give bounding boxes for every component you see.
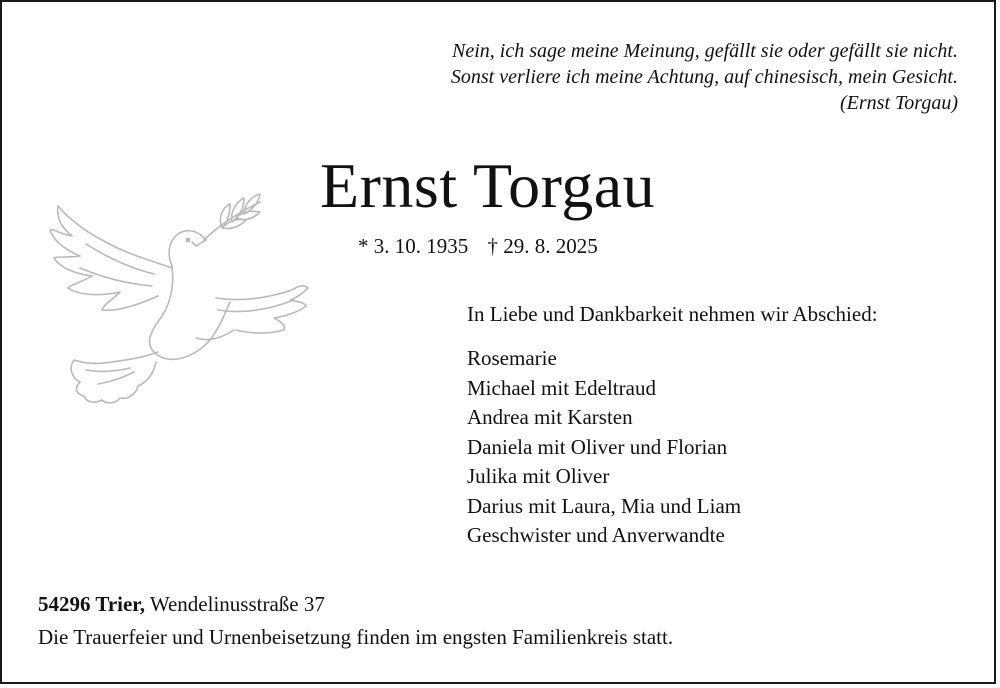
farewell-text: In Liebe und Dankbarkeit nehmen wir Abschied: [467,302,878,326]
quote-line: Nein, ich sage meine Meinung, gefällt sie oder gefällt sie nicht. [451,40,958,62]
list-item: Julika mit Oliver [467,464,610,488]
life-dates [358,232,598,260]
mourners-list [467,344,741,551]
quote-line: Sonst verliere ich meine Achtung, auf chinesisch, mein Gesicht. [450,66,958,88]
list-item: Andrea mit Karsten [467,405,633,429]
list-item: Geschwister und Anverwandte [467,523,725,547]
funeral-notice: Die Trauerfeier und Urnenbeisetzung finden im engsten Familienkreis statt. [38,625,674,649]
list-item: Daniela mit Oliver und Florian [467,434,728,459]
death-date: † 29. 8. 2025 [487,234,598,258]
address-street: Wendelinusstraße 37 [149,592,325,616]
birth-date: * 3. 10. 1935 [358,234,469,258]
address-city: 54296 Trier, [38,592,145,616]
list-item: Darius mit Laura, Mia und Liam [467,493,742,518]
list-item: Michael mit Edeltraud [467,375,656,400]
family-address [38,590,325,618]
deceased-name: Ernst Torgau [320,150,656,221]
dove-with-olive-branch-icon [46,188,314,406]
list-item: Rosemarie [467,346,557,370]
quote-attribution: (Ernst Torgau) [840,92,958,114]
quote-block [451,38,958,116]
